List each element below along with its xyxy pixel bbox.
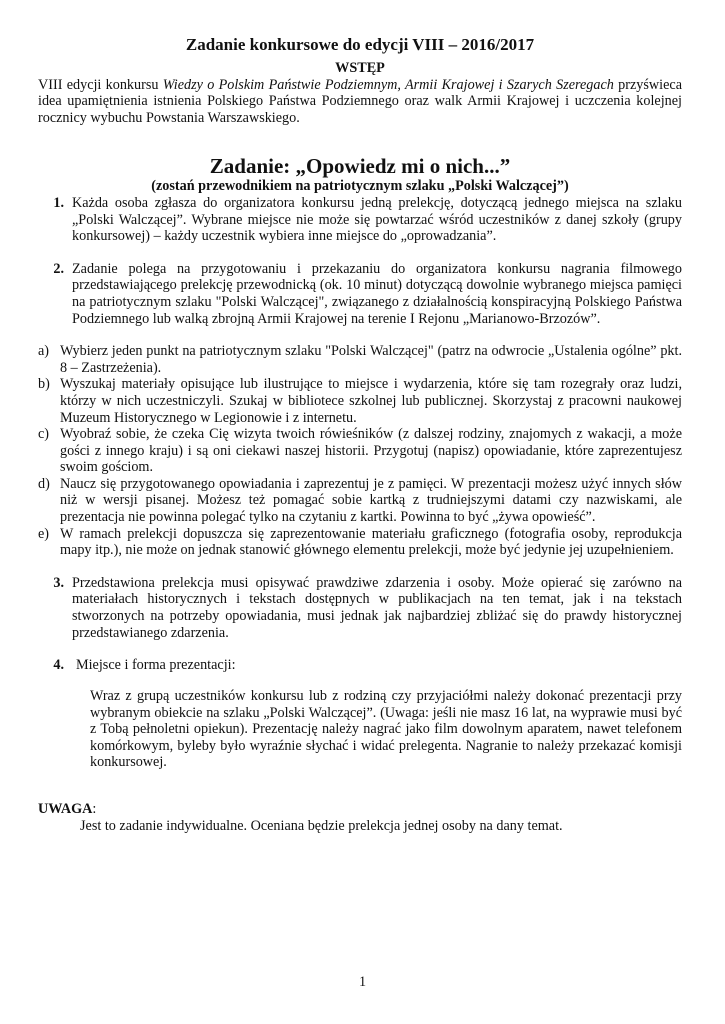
list-item <box>38 261 682 327</box>
intro-paragraph <box>38 77 682 127</box>
sub-item-text: Wyszukaj materiały opisujące lub ilustrujące to miejsce i wydarzenia, które się tam rozegrały oraz ludzi, którzy w nich uczestniczyli. Szukaj w bibliotece szkolnej lub publicznej. Skorzystaj z pracowni naukowej Muzeum Historycznego w Legionowie i z internetu. <box>60 376 682 426</box>
note-text: Jest to zadanie indywidualne. Oceniana będzie prelekcja jednej osoby na dany temat. <box>80 817 563 834</box>
sub-item-letter: d) <box>38 475 50 492</box>
item-text: Wraz z grupą uczestników konkursu lub z rodziną czy przyjaciółmi należy dokonać prezentacji przy wybranym obiekcie na szlaku „Polski Walczącej”. (Uwaga: jeśli nie masz 16 lat, na wyprawie musi być z Tobą pełnoletni opiekun). Prezentację należy nagrać jako film dowolnym aparatem, nawet telefonem komórkowym, byleby było wyraźnie słychać i widać prelegenta. Nagranie to należy przekazać komisji konkursowej. <box>90 688 682 771</box>
sub-item-letter: e) <box>38 525 50 542</box>
note-label: UWAGA <box>38 801 93 818</box>
note-heading <box>38 801 682 818</box>
item-text: Przedstawiona prelekcja musi opisywać prawdziwe zdarzenia i osoby. Może opierać się zarówno na materiałach historycznych i tekstach dostępnych w publikacjach na ten temat, jak i na tekstach stworzonych na potrzeby opowiadania, musi jednak jak najbardziej zbliżać się do prawdy historycznej przedstawianego zdarzenia. <box>72 574 682 641</box>
item-number: 2. <box>53 260 64 277</box>
task-title: Zadanie: „Opowiedz mi o nich...” <box>209 154 511 179</box>
task-subtitle: (zostań przewodnikiem na patriotycznym szlaku „Polski Walczącej”) <box>151 178 569 195</box>
page-number: 1 <box>358 974 367 990</box>
sub-item-text: Wyobraź sobie, że czeka Cię wizyta twoich rówieśników (z dalszej rodziny, znajomych z wakacji, a może gości z innego kraju) i są oni ciekawi naszej historii. Przygotuj (napisz) opowiadanie, które zaprezentujesz swoim gościom. <box>60 426 682 476</box>
item-text: Zadanie polega na przygotowaniu i przekazaniu do organizatora konkursu nagrania filmowego przedstawiającego prelekcję przewodnicką (ok. 10 minut) dotyczącą dowolnie wybranego miejsca pamięci na patriotycznym szlaku "Polski Walczącej", związanego z działalnością konspiracyjną Polskiego Państwa Podziemnego lub walką zbrojną Armii Krajowej na terenie I Rejonu „Marianowo-Brzozów”. <box>72 260 682 327</box>
sub-item <box>38 526 682 559</box>
sub-item <box>38 376 682 426</box>
intro-heading: WSTĘP <box>335 60 385 76</box>
list-item <box>38 657 682 674</box>
sub-item-text: Wybierz jeden punkt na patriotycznym szlaku "Polski Walczącej" (patrz na odwrocie „Ustalenia ogólne” pkt. 8 – Zastrzeżenia). <box>60 343 682 376</box>
intro-pre: VIII edycji konkursu <box>38 76 163 93</box>
sub-item-letter: c) <box>38 426 50 443</box>
sub-item-letter: b) <box>38 376 50 393</box>
document-title: Zadanie konkursowe do edycji VIII – 2016/2017 <box>185 35 535 54</box>
list-item <box>38 195 682 245</box>
sub-item <box>38 426 682 476</box>
sub-item-letter: a) <box>38 343 50 360</box>
document-page <box>38 34 682 834</box>
item-number: 1. <box>53 194 64 211</box>
item-heading: Miejsce i forma prezentacji: <box>76 657 236 674</box>
sub-item <box>38 476 682 526</box>
item-number: 3. <box>53 574 64 591</box>
list-item <box>38 575 682 641</box>
sub-item <box>38 343 682 376</box>
sub-item-text: Naucz się przygotowanego opowiadania i zaprezentuj je z pamięci. W prezentacji możesz użyć innych słów niż w wersji pisanej. Możesz też pomagać sobie kartką z trudniejszymi datami czy nazwiskami, ale prezentacja nie powinna polegać tylko na czytaniu z kartki. Powinna to być „żywa opowieść”. <box>60 475 682 526</box>
note-colon: : <box>92 801 97 818</box>
intro-italic: Wiedzy o Polskim Państwie Podziemnym, Armii Krajowej i Szarych Szeregach <box>162 76 614 93</box>
item-text: Każda osoba zgłasza do organizatora konkursu jedną prelekcję, dotyczącą jednego miejsca na szlaku „Polski Walczącej”. Wybrane miejsce nie może się powtarzać wśród uczestników z danej szkoły (grupy konkursowej) – każdy uczestnik wybiera inne miejsce do „oprowadzania”. <box>72 194 682 245</box>
item-number: 4. <box>53 657 64 674</box>
intro-post: przyświeca idea upamiętnienia istnienia Polskiego Państwa Podziemnego oraz walk Armii Krajowej i uczczenia kolejnej rocznicy wybuchu Powstania Warszawskiego. <box>38 76 682 126</box>
sub-item-text: W ramach prelekcji dopuszcza się zaprezentowanie materiału graficznego (fotografia osoby, reprodukcja mapy itp.), nie może on jednak stanowić głównego elementu prelekcji, może być jedynie jej uzupełnieniem. <box>60 525 682 559</box>
